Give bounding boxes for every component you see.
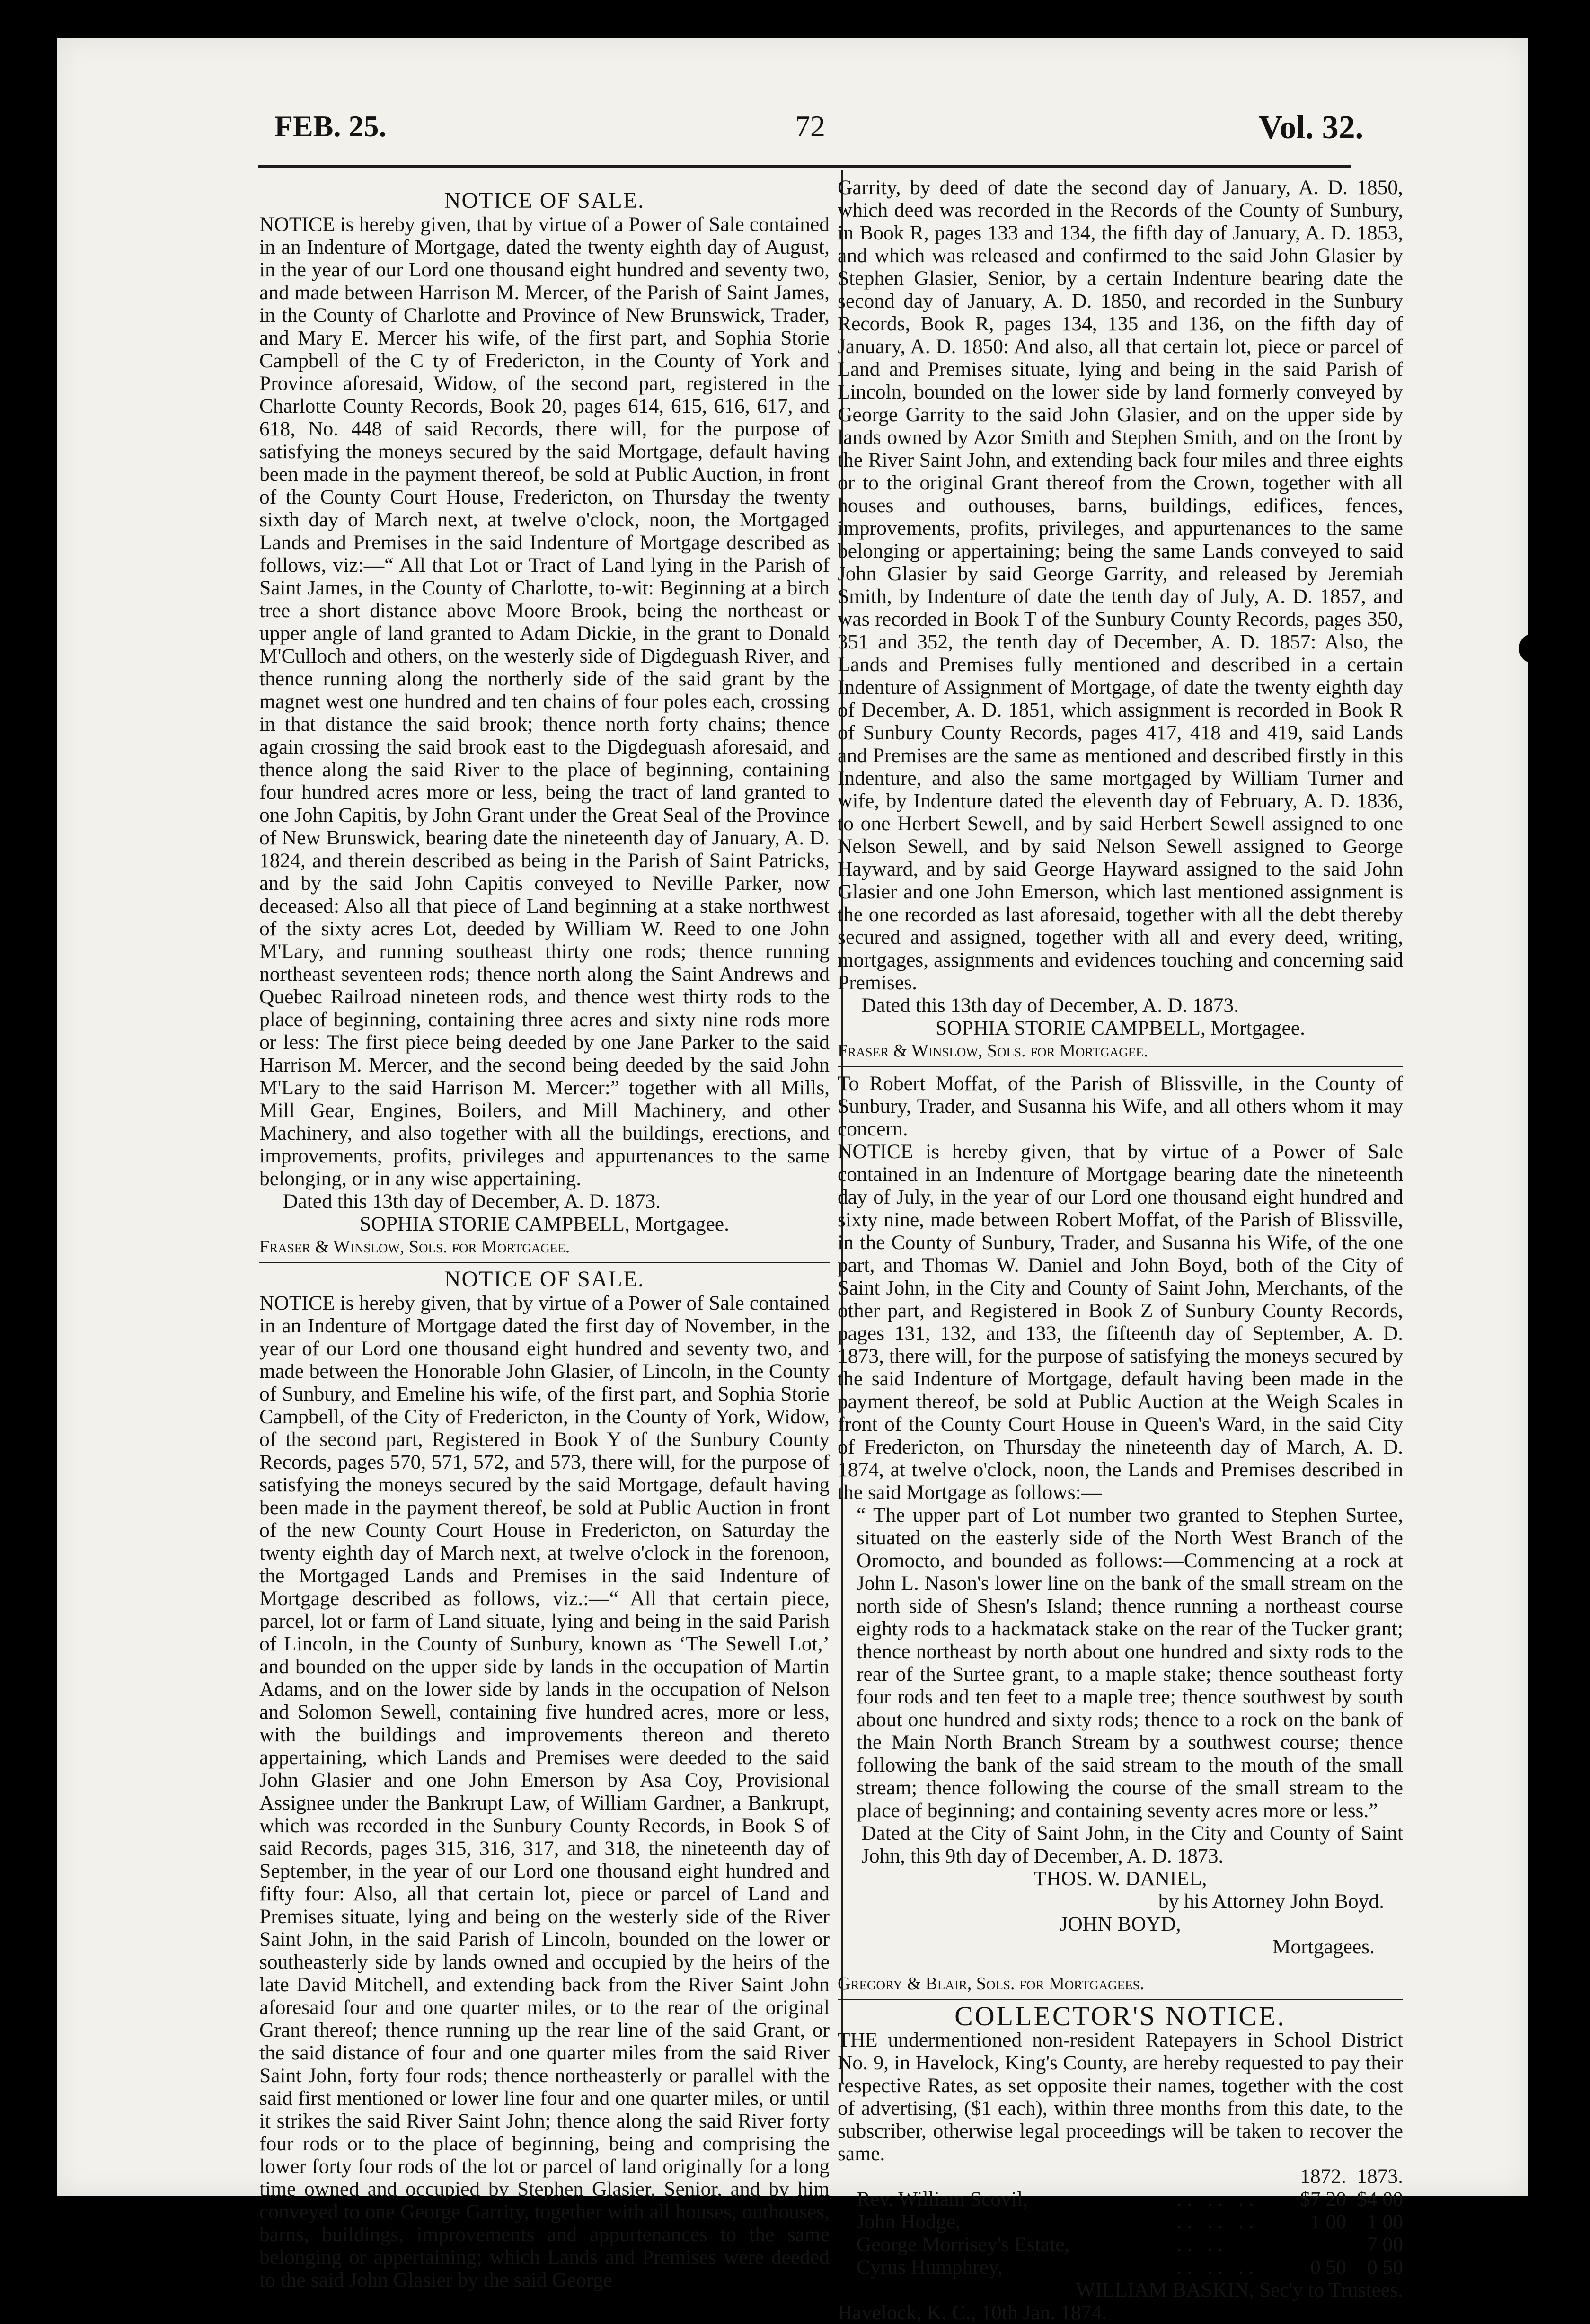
ratepayer-name: Cyrus Humphrey,: [857, 2256, 1003, 2279]
notice-3-signature-attorney: by his Attorney John Boyd.: [1158, 1890, 1384, 1913]
notice-1-dated: Dated this 13th day of December, A. D. 1873.: [283, 1190, 661, 1213]
notice-2-continuation: Garrity, by deed of date the second day of January, A. D. 1850, which deed was recorded in the Records of the County of Sunbury, in Book R, pages 133 and 134, the fifth day of January, A. D. 1853, and which was released and confirmed to the said John Glasier by Stephen Glasier, Senior, by a certain Indenture bearing date the second day of January, A. D. 1850, and recorded in the Sunbury Records, Book R, pages 134, 135 and 136, on the fifth day of January, A. D. 1850: And also, all that certain lot, piece or parcel of Land and Premises situate, lying and being in the said Parish of Lincoln, bounded on the lower side by land formerly conveyed by George Garrity to the said John Glasier, and on the upper side by lands owned by Azor Smith and Stephen Smith, and on the front by the River Saint John, and extending back four miles and three eights or to the original Grant thereof from the Crown, together with all houses and outhouses, barns, buildings, edifices, fences, improvements, profits, privileges, and appurtenances to the same belonging or appertaining; being the same Lands conveyed to said John Glasier by said George Garrity, and released by Jeremiah Smith, by Indenture of date the tenth day of July, A. D. 1857, and was recorded in Book T of the Sunbury County Records, pages 350, 351 and 352, the tenth day of December, A. D. 1857: Also, the Lands and Premises fully mentioned and described in a certain Indenture of Assignment of Mortgage, of date the twenty eighth day of December, A. D. 1851, which assignment is recorded in Book R of Sunbury County Records, pages 417, 418 and 419, said Lands and Premises are the same as mentioned and described firstly in this Indenture, and also the same mortgaged by William Turner and wife, by Indenture dated the eleventh day of February, A. D. 1836, to one Herbert Sewell, and by said Herbert Sewell assigned to one Nelson Sewell, and by said Nelson Sewell assigned to George Hayward, and by said George Hayward assigned to the said John Glasier and one John Emerson, which last mentioned assignment is the one recorded as last aforesaid, together with all the debt thereby secured and assigned, together with all and every deed, writing, mortgages, assignments and evidences touching and concerning said Premises.: [838, 176, 1403, 994]
table-row: [838, 2188, 1403, 2210]
leader-dots: . . . . . .: [1176, 2188, 1254, 2210]
rate-1873: $4 00: [1357, 2188, 1403, 2210]
notice-3-mortgagees: Mortgagees.: [1272, 1935, 1375, 1958]
notice-2-body: NOTICE is hereby given, that by virtue of a Power of Sale contained in an Indenture of Mortgage dated the first day of November, in the year of our Lord one thousand eight hundred and seventy two, and made between the Honorable John Glasier, of Lincoln, in the County of Sunbury, and Emeline his wife, of the first part, and Sophia Storie Campbell, of the City of Fredericton, in the County of York, Widow, of the second part, Registered in Book Y of the Sunbury County Records, pages 570, 571, 572, and 573, there will, for the purpose of satisfying the moneys secured by the said Mortgage, default having been made in the payment thereof, be sold at Public Auction in front of the new County Court House in Fredericton, on Saturday the twenty eighth day of March next, at twelve o'clock in the forenoon, the Mortgaged Lands and Premises in the said Indenture of Mortgage described as follows, viz.:—“ All that certain piece, parcel, lot or farm of Land situate, lying and being in the said Parish of Lincoln, in the County of Sunbury, known as ‘The Sewell Lot,’ and bounded on the upper side by lands in the occupation of Martin Adams, and on the lower side by lands in the occupation of Nelson and Solomon Sewell, containing five hundred acres, more or less, with the buildings and improvements thereon and thereto appertaining, which Lands and Premises were deeded to the said John Glasier and one John Emerson by Asa Coy, Provisional Assignee under the Bankrupt Law, of William Gardner, a Bankrupt, which was recorded in the Sunbury County Records, in Book S of said Records, pages 315, 316, 317, and 318, the nineteenth day of September, in the year of our Lord one thousand eight hundred and fifty four: Also, all that certain lot, piece or parcel of Land and Premises situate, lying and being on the westerly side of the River Saint John, in the said Parish of Lincoln, bounded on the lower or southeasterly side by lands owned and occupied by the heirs of the late David Mitchell, and extending back from the River Saint John aforesaid four and one quarter miles, or to the rear of the original Grant thereof; thence running up the rear line of the said Grant, or the said distance of four and one quarter miles from the said River Saint John, forty four rods; thence northeasterly or parallel with the said first mentioned or lower line four and one quarter miles, or until it strikes the said River Saint John; thence along the said River forty four rods or to the place of beginning, being and comprising the lower forty four rods of the lot or parcel of land originally for a long time owned and occupied by Stephen Glasier, Senior, and by him conveyed to one George Garrity, together with all houses, outhouses, barns, buildings, improvements and appurtenances to the same belonging or appertaining; which Lands and Premises were deeded to the said John Glasier by the said George: [259, 1292, 830, 2291]
notice-1-signature: SOPHIA STORIE CAMPBELL, Mortgagee.: [359, 1213, 729, 1235]
year-1873: 1873.: [1357, 2165, 1403, 2188]
notice-divider-right-1: [838, 1066, 1403, 1067]
leader-dots: . . . .: [1176, 2233, 1223, 2256]
notice-3-body: NOTICE is hereby given, that by virtue of a Power of Sale contained in an Indenture of Mortgage bearing date the nineteenth day of July, in the year of our Lord one thousand eight hundred and sixty nine, made between Robert Moffat, of the Parish of Blissville, in the County of Sunbury, Trader, and Susanna his Wife, of the one part, and Thomas W. Daniel and John Boyd, both of the City of Saint John, in the City and County of Saint John, Merchants, of the other part, and Registered in Book Z of Sunbury County Records, pages 131, 132, and 133, the fifteenth day of September, A. D. 1873, there will, for the purpose of satisfying the moneys secured by the said Indenture of Mortgage, default having been made in the payment thereof, be sold at Public Auction at the Weigh Scales in front of the County Court House in Queen's Ward, in the said City of Fredericton, on Thursday the nineteenth day of March, A. D. 1874, at twelve o'clock, noon, the Lands and Premises described in the said Mortgage as follows:—: [838, 1140, 1403, 1504]
rate-1872: 0 50: [1310, 2256, 1346, 2279]
issue-date: FEB. 25.: [274, 109, 387, 143]
page-number: 72: [795, 109, 825, 143]
notice-2-dated: Dated this 13th day of December, A. D. 1873.: [861, 994, 1239, 1017]
ratepayer-name: John Hodge,: [857, 2210, 961, 2233]
left-column: [259, 189, 830, 2291]
header-rule: [258, 165, 1351, 168]
notice-of-sale-heading-1: NOTICE OF SALE.: [444, 188, 645, 213]
leader-dots: . . . . . .: [1176, 2210, 1254, 2233]
table-row: [838, 2210, 1403, 2233]
notice-3-description: “ The upper part of Lot number two granted to Stephen Surtee, situated on the easterly side of the North West Branch of the Oromocto, and bounded as follows:—Commencing at a rock at John L. Nason's lower line on the bank of the small stream on the north side of Shesn's Island; thence running a northeast course eighty rods to a hackmatack stake on the rear of the Tucker grant; thence northeast by north about one hundred and sixty rods to the rear of the Surtee grant, to a maple stake; thence southeast forty four rods and ten feet to a maple tree; thence southwest by south about one hundred and sixty rods; thence to a rock on the bank of the Main North Branch Stream by a southwest course; thence following the bank of the said stream to the mouth of the small stream; thence following the course of the small stream to the place of beginning; and containing seventy acres more or less.”: [857, 1504, 1403, 1822]
collectors-dated: Havelock, K. C., 10th Jan. 1874.: [838, 2301, 1107, 2324]
notice-divider-left: [259, 1262, 830, 1263]
punch-hole: [1519, 634, 1544, 663]
right-column: [838, 176, 1403, 2324]
ratepayer-name: George Morrisey's Estate,: [857, 2233, 1070, 2256]
notice-1-solicitors: Fraser & Winslow, Sols. for Mortgagee.: [259, 1237, 570, 1257]
notice-3-solicitors: Gregory & Blair, Sols. for Mortgagees.: [838, 1974, 1145, 1994]
table-row: [838, 2256, 1403, 2279]
volume-number: Vol. 32.: [1259, 109, 1364, 146]
notice-divider-right-2: [838, 1999, 1403, 2000]
rate-1872: $7 20: [1300, 2188, 1346, 2210]
rate-1873: 7 00: [1367, 2233, 1403, 2256]
rate-1873: 1 00: [1367, 2210, 1403, 2233]
notice-1-body: NOTICE is hereby given, that by virtue of a Power of Sale contained in an Indenture of Mortgage, dated the twenty eighth day of August, in the year of our Lord one thousand eight hundred and seventy two, and made between Harrison M. Mercer, of the Parish of Saint James, in the County of Charlotte and Province of New Brunswick, Trader, and Mary E. Mercer his wife, of the first part, and Sophia Storie Campbell of the C ty of Fredericton, in the County of York and Province aforesaid, Widow, of the second part, registered in the Charlotte County Records, Book 20, pages 614, 615, 616, 617, and 618, No. 448 of said Records, there will, for the purpose of satisfying the moneys secured by the said Mortgage, default having been made in the payment thereof, be sold at Public Auction, in front of the County Court House, Fredericton, on Thursday the twenty sixth day of March next, at twelve o'clock, noon, the Mortgaged Lands and Premises in the said Indenture of Mortgage described as follows, viz:—“ All that Lot or Tract of Land lying in the Parish of Saint James, in the County of Charlotte, to-wit: Beginning at a birch tree a short distance above Moore Brook, being the northeast or upper angle of land granted to Adam Dickie, in the grant to Donald M'Culloch and others, on the westerly side of Digdeguash River, and thence running along the northerly side of the said grant by the magnet west one hundred and ten chains of four poles each, crossing in that distance the said brook; thence north forty chains; thence again crossing the said brook east to the Digdeguash aforesaid, and thence along the said River to the place of beginning, containing four hundred acres more or less, being the tract of land granted to one John Capitis, by John Grant under the Great Seal of the Province of New Brunswick, bearing date the nineteenth day of January, A. D. 1824, and therein described as being in the Parish of Saint Patricks, and by the said John Capitis conveyed to Neville Parker, now deceased: Also all that piece of Land beginning at a stake northwest of the sixty acres Lot, deeded by William W. Reed to one John M'Lary, and running southeast thirty one rods; thence running northeast seventeen rods; thence north along the Saint Andrews and Quebec Railroad nineteen rods, and thence west thirty rods to the place of beginning, containing three acres and sixty nine rods more or less: The first piece being deeded by one Jane Parker to the said Harrison M. Mercer, and the second being deeded by the said John M'Lary to the said Harrison M. Mercer:” together with all Mills, Mill Gear, Engines, Boilers, and Mill Machinery, and other Machinery, and also together with all the buildings, erections, and improvements, profits, privileges and appurtenances to the same belonging, or in any wise appertaining.: [259, 213, 830, 1190]
notice-2-solicitors: Fraser & Winslow, Sols. for Mortgagee.: [838, 1041, 1148, 1061]
collectors-notice-heading: COLLECTOR'S NOTICE.: [954, 2001, 1286, 2031]
notice-of-sale-heading-2: NOTICE OF SALE.: [444, 1267, 645, 1292]
year-1872: 1872.: [1300, 2165, 1346, 2188]
ratepayer-name: Rev. William Scovil,: [857, 2188, 1028, 2210]
notice-3-address: To Robert Moffat, of the Parish of Blissville, in the County of Sunbury, Trader, and Susanna his Wife, and all others whom it may concern.: [838, 1072, 1403, 1140]
notice-3-signature-daniel: THOS. W. DANIEL,: [1034, 1867, 1207, 1890]
leader-dots: . . . . . .: [1176, 2256, 1254, 2279]
rate-1872: [1290, 2233, 1346, 2256]
notice-2-signature: SOPHIA STORIE CAMPBELL, Mortgagee.: [935, 1017, 1305, 1039]
table-row: [838, 2233, 1403, 2256]
ratepayers-table: [838, 2165, 1403, 2279]
collectors-signature: WILLIAM BASKIN, Sec'y to Trustees.: [1076, 2279, 1403, 2301]
rate-1873: 0 50: [1367, 2256, 1403, 2279]
notice-3-signature-boyd: JOHN BOYD,: [1060, 1913, 1181, 1935]
collectors-notice-body: THE undermentioned non-resident Ratepayers in School District No. 9, in Havelock, King's County, are hereby requested to pay their respective Rates, as set opposite their names, together with the cost of advertising, ($1 each), within three months from this date, to the subscriber, otherwise legal proceedings will be taken to recover the same.: [838, 2029, 1403, 2165]
notice-3-dated: Dated at the City of Saint John, in the City and County of Saint John, this 9th day of December, A. D. 1873.: [861, 1822, 1403, 1867]
ratepayers-year-row: [838, 2165, 1403, 2188]
rate-1872: 1 00: [1310, 2210, 1346, 2233]
